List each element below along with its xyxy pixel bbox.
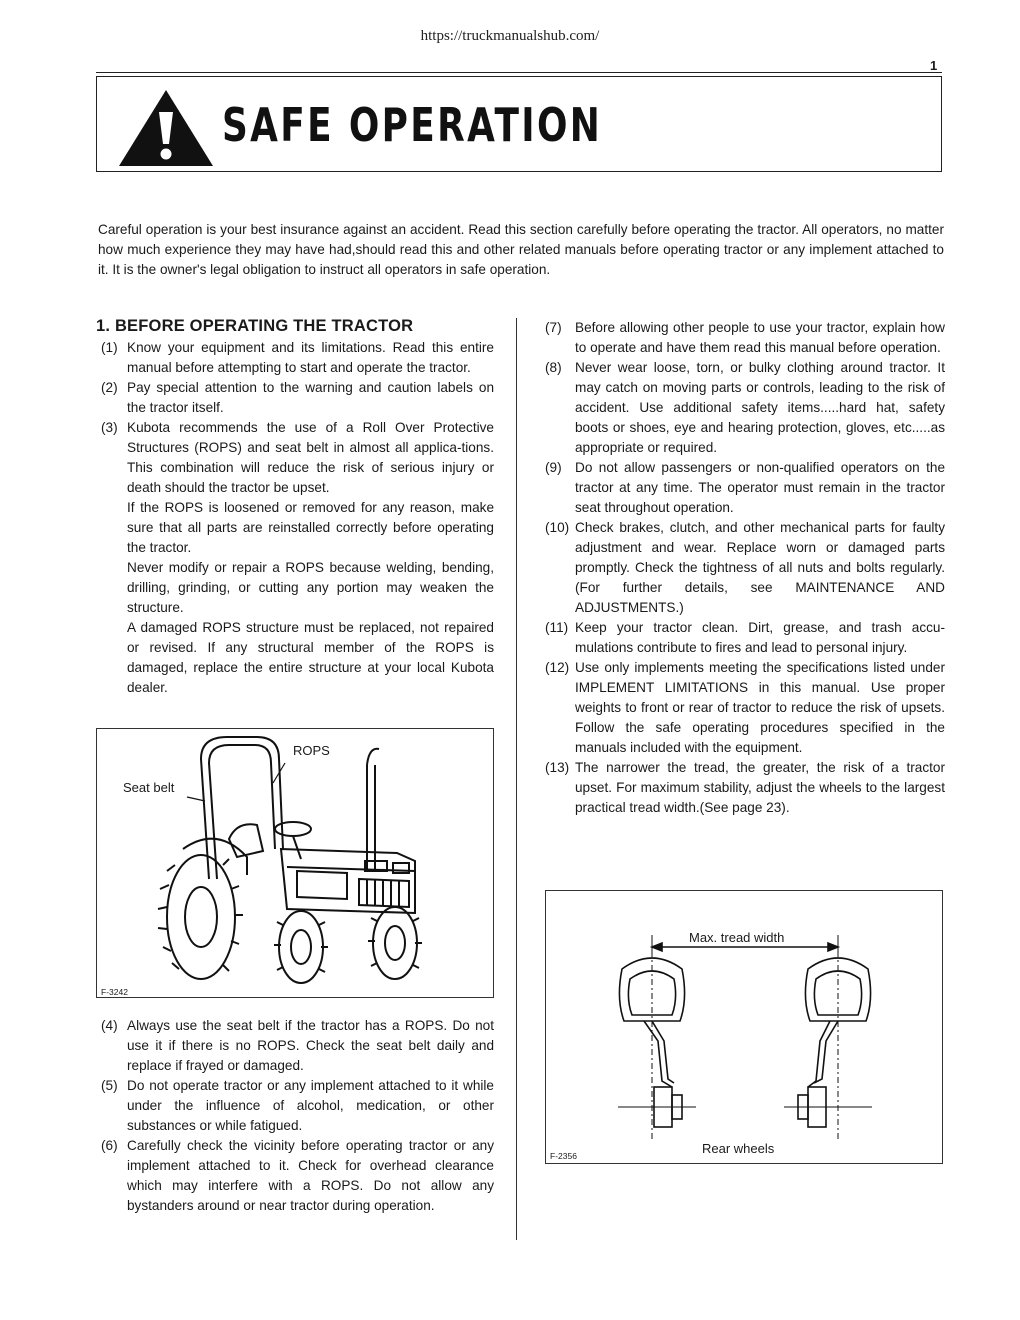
tread-width-figure — [545, 890, 943, 1164]
sub-paragraph: If the ROPS is loosened or removed for any reason, make sure that all parts are reinstalled correctly before operating the tractor. — [127, 500, 494, 555]
left-column-continued — [98, 1016, 494, 1216]
tractor-illustration — [97, 729, 493, 997]
list-item: (8) Never wear loose, torn, or bulky clothing around tractor. It may catch on moving parts or controls, leading to the risk of accident. Use additional safety items.....hard hat, safety boots or shoes, eye and hearing protection, gloves, etc.....as appropriate or required. — [545, 360, 945, 455]
source-url: https://truckmanualshub.com/ — [420, 28, 600, 44]
list-item: (1) Know your equipment and its limitations. Read this entire manual before attempting to start and operate the tractor. — [101, 340, 494, 375]
sub-paragraph: Never modify or repair a ROPS because welding, bending, drilling, grinding, or cutting any portion may weaken the structure. — [127, 560, 494, 615]
rear-wheels-label: Rear wheels — [702, 1141, 775, 1156]
figure-code: F-2356 — [550, 1151, 577, 1161]
list-item: (4) Always use the seat belt if the tractor has a ROPS. Do not use it if there is no ROPS. Check the seat belt daily and replace if frayed or damaged. — [101, 1018, 494, 1073]
column-divider — [516, 318, 517, 1240]
list-item: (2) Pay special attention to the warning and caution labels on the tractor itself. — [101, 380, 494, 415]
banner-top-rule — [96, 72, 942, 73]
section-heading: 1. BEFORE OPERATING THE TRACTOR — [96, 317, 414, 335]
list-item: (11) Keep your tractor clean. Dirt, grease, and trash accu-mulations contribute to fires and lead to personal injury. — [545, 620, 945, 655]
page-number: 1 — [930, 58, 938, 73]
seat-belt-label: Seat belt — [123, 780, 175, 795]
warning-triangle-icon — [117, 88, 215, 168]
rops-label: ROPS — [293, 743, 330, 758]
sub-paragraph: A damaged ROPS structure must be replaced, not repaired or revised. If any structural member of the ROPS is damaged, replace the entire structure at your local Kubota dealer. — [127, 620, 494, 695]
list-item: (5) Do not operate tractor or any implement attached to it while under the influence of alcohol, medication, or other substances or while fatigued. — [101, 1078, 494, 1133]
intro-paragraph: Careful operation is your best insurance against an accident. Read this section carefully before operating the tractor. All operators, no matter how much experience they may have had,should read this and other related manuals before operating tractor or any implement attached to it. It is the owner's legal obligation to instruct all operators in safe operation. — [98, 222, 944, 277]
tractor-rops-figure — [96, 728, 494, 998]
list-item: (13) The narrower the tread, the greater, the risk of a tractor upset. For maximum stability, adjust the wheels to the largest practical tread width.(See page 23). — [545, 760, 945, 815]
list-item: (7) Before allowing other people to use your tractor, explain how to operate and have them read this manual before operation. — [545, 320, 945, 355]
list-item: (12) Use only implements meeting the specifications listed under IMPLEMENT LIMITATIONS in this manual. Use proper weights to front or rear of tractor to reduce the risk of upsets. Follow the safe operating procedures specified in the manuals included with the equipment. — [545, 660, 945, 755]
right-column — [545, 318, 945, 818]
max-tread-width-label: Max. tread width — [686, 930, 787, 945]
page-title: SAFE OPERATION — [222, 98, 603, 152]
list-item: (9) Do not allow passengers or non-qualified operators on the tractor at any time. The operator must remain in the tractor seat throughout operation. — [545, 460, 945, 515]
list-item: (3) Kubota recommends the use of a Roll Over Protective Structures (ROPS) and seat belt in almost all applica-tions. This combination will reduce the risk of serious injury or death should the tractor be upset. If the ROPS is loosened or removed for any reason, make sure that all parts are reinstalled correctly before operating the tractor. Never modify or repair a ROPS because welding, bending, drilling, grinding, or cutting any portion may weaken the structure. A damaged ROPS structure must be replaced, not repaired or revised. If any structural member of the ROPS is damaged, replace the entire structure at your local Kubota dealer. — [98, 418, 494, 698]
list-item: (10) Check brakes, clutch, and other mechanical parts for faulty adjustment and wear. Replace worn or damaged parts promptly. Check the tightness of all nuts and bolts regularly. (For further details, see MAINTENANCE AND ADJUSTMENTS.) — [545, 520, 945, 615]
left-column — [98, 316, 494, 698]
figure-code: F-3242 — [101, 987, 128, 997]
list-item: (6) Carefully check the vicinity before operating tractor or any implement attached to it. Check for overhead clearance which may interfere with a ROPS. Do not allow any bystanders around or near tractor during operation. — [101, 1138, 494, 1213]
